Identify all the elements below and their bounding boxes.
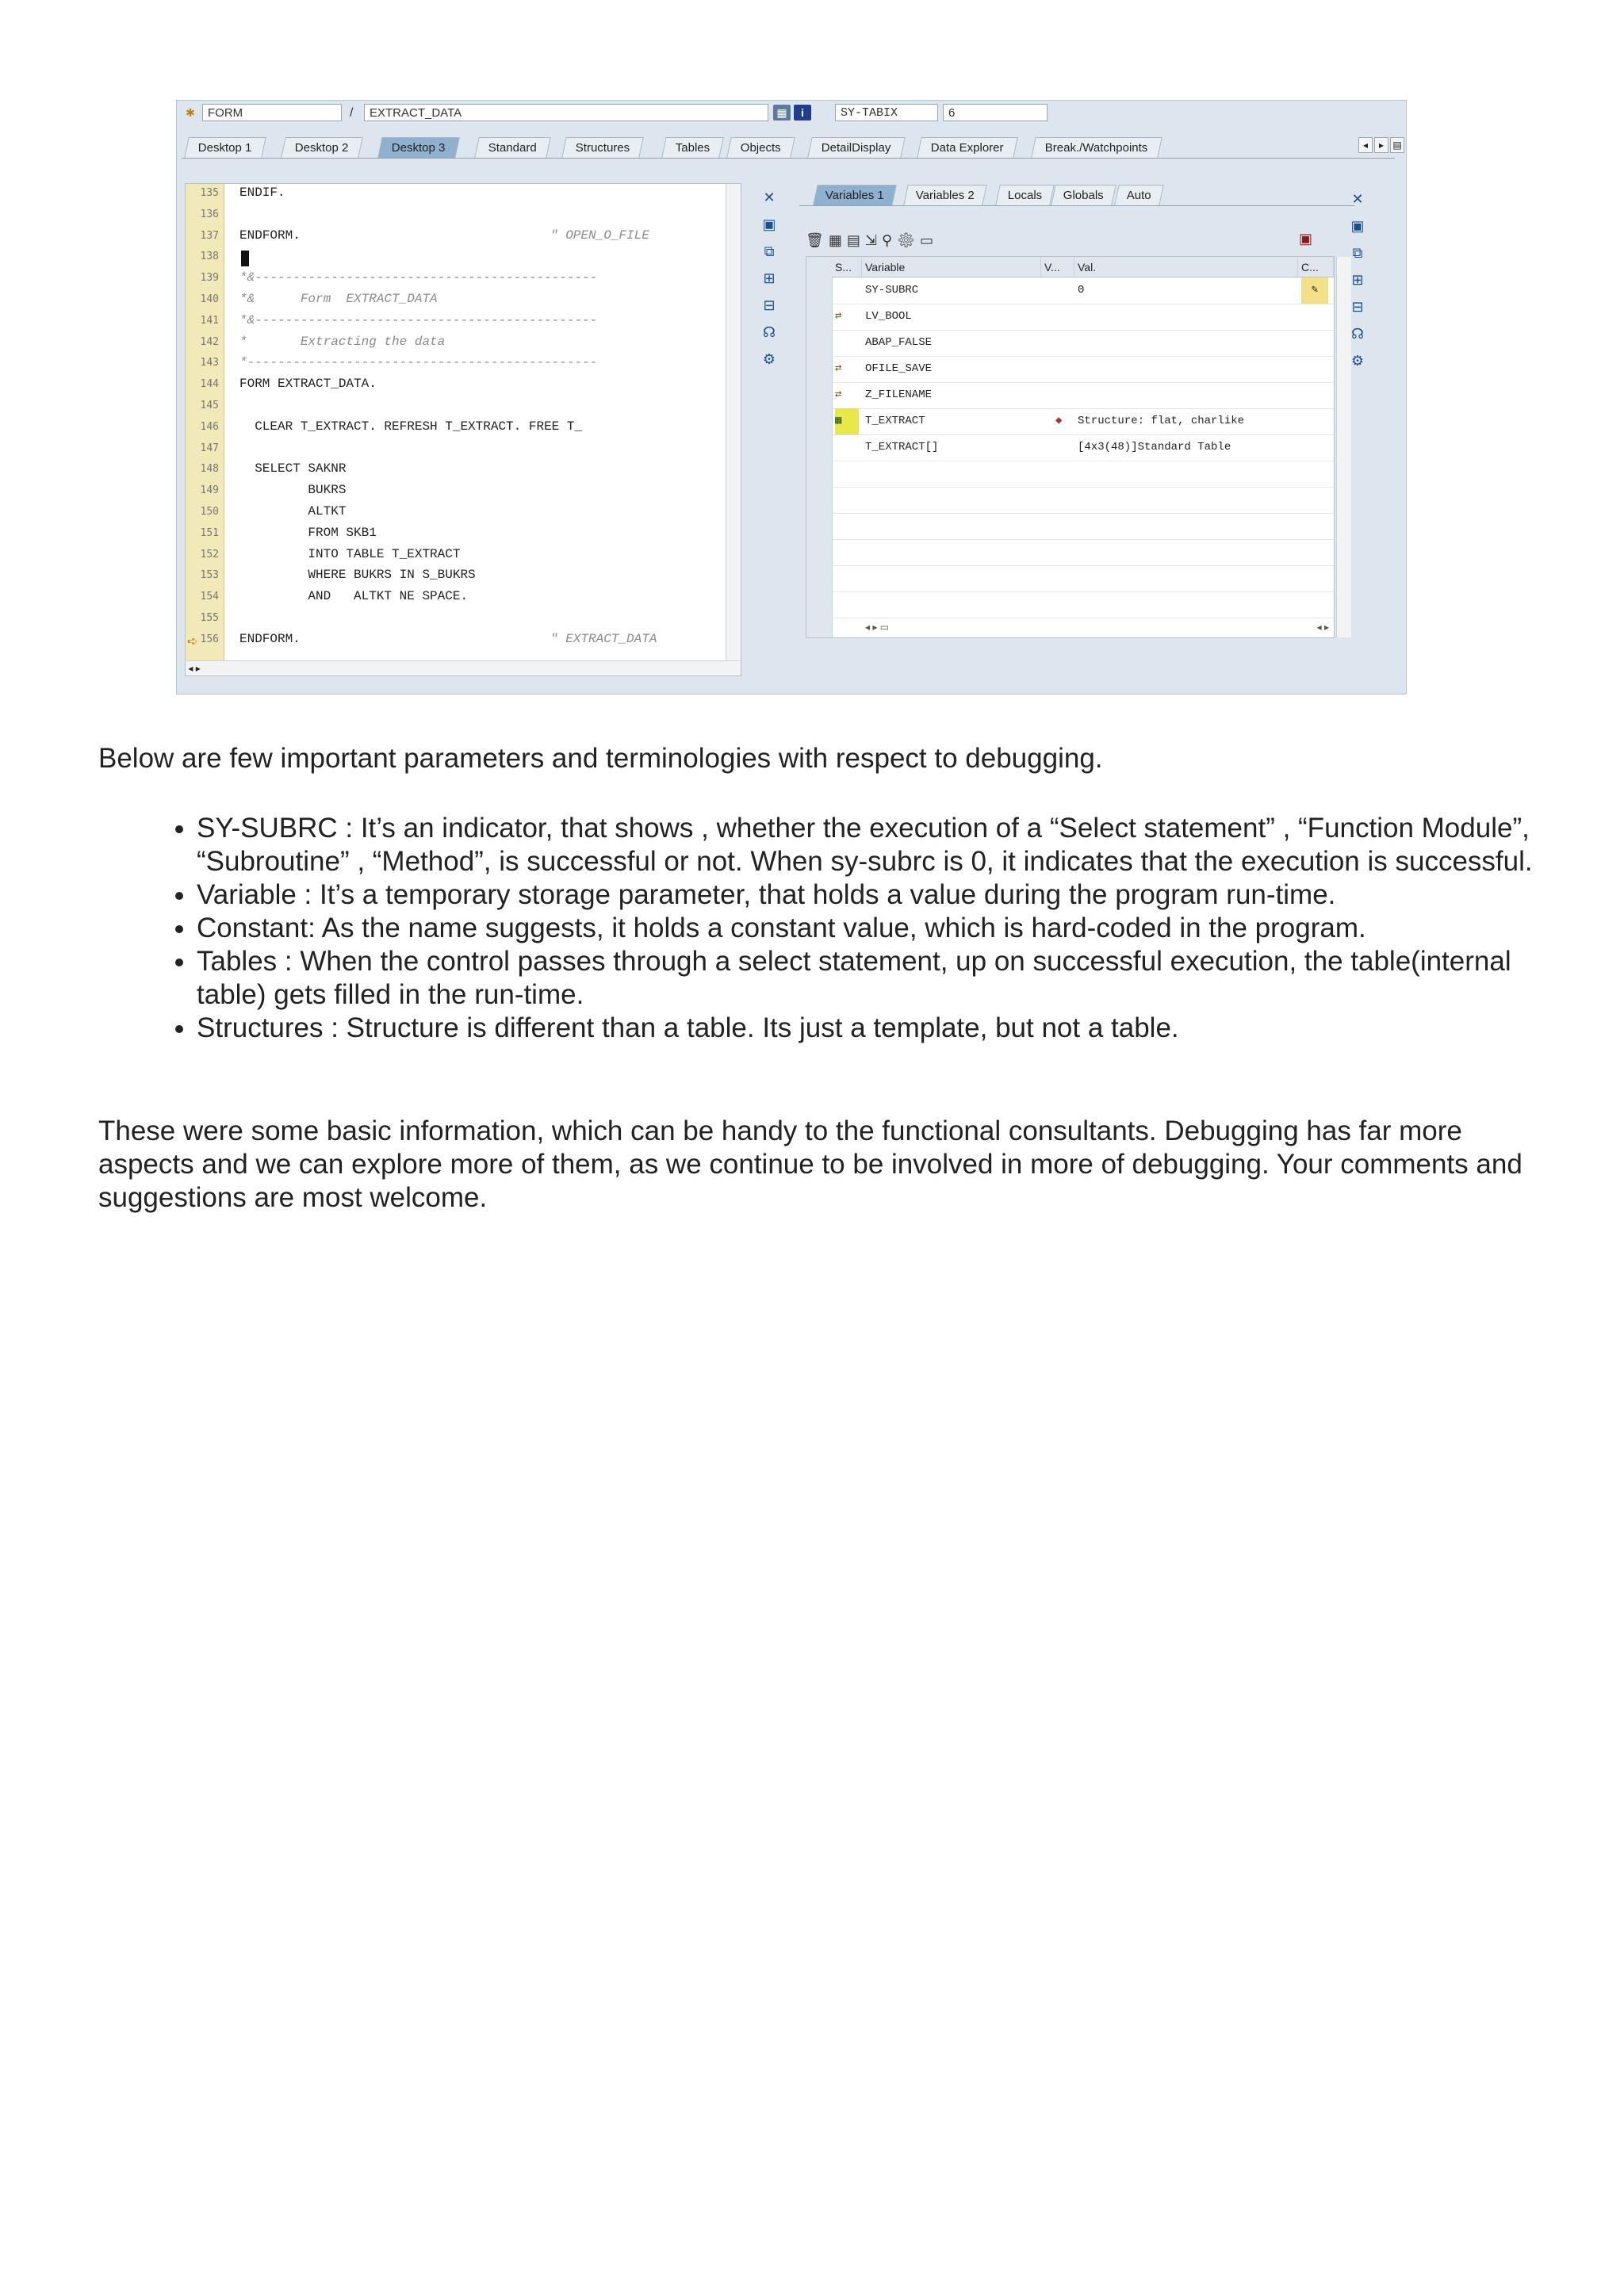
tab-breakpoints[interactable]: Break./Watchpoints [1031,137,1162,158]
list-item: • Constant: As the name suggests, it holds a constant value, which is hard-coded in the program. [197,912,1542,945]
variable-name[interactable]: Z_FILENAME [865,388,933,401]
code-line: WHERE BUKRS IN S_BUKRS [239,568,476,583]
line-number: 143 [200,357,219,369]
new-tool-icon[interactable]: ▣ [762,216,776,232]
tab-locals[interactable]: Locals [995,185,1055,205]
table-row[interactable] [806,277,1334,304]
reference-icon: ⇄ [835,310,842,323]
code-line: *& Form EXTRACT_DATA [239,292,438,306]
grid-h-scroll[interactable]: ◂ ▸ ▭ [865,622,890,633]
variable-value[interactable]: [4x3(48)]Standard Table [1078,441,1231,453]
code-line: *---------------------------------------------- [239,355,598,370]
code-line: *&--------------------------------------------- [239,312,598,327]
line-number: 147 [200,442,219,454]
editor-vertical-scrollbar[interactable] [726,184,741,675]
line-number: 138 [200,251,219,263]
save-icon[interactable]: ▣ [1299,231,1313,247]
line-number: 144 [200,378,219,391]
variable-value[interactable] [1078,330,1297,356]
editor-toolbar [760,189,779,378]
line-number: 139 [200,272,219,285]
row-selector[interactable] [806,277,833,304]
code-line: ENDIF. [239,186,285,200]
variables-side-toolbar [1348,191,1367,380]
variable-value[interactable] [1078,356,1297,382]
code-line: AND ALTKT NE SPACE. [239,589,469,604]
variables-grid [806,256,1335,638]
headset-icon[interactable]: ☊ [763,324,776,340]
row-selector[interactable] [806,591,833,618]
code-line: *&--------------------------------------------- [239,270,598,285]
variable-value[interactable]: Structure: flat, charlike [1078,415,1245,427]
table-type-icon: ▦ [835,408,859,434]
grid2-icon[interactable]: ▤ [846,232,865,248]
reference-icon: ⇄ [835,388,842,401]
terminology-list [98,812,1542,1045]
reference-icon: ⇄ [835,362,842,375]
intro-paragraph: Below are few important parameters and terminologies with respect to debugging. [98,743,1103,774]
table-row[interactable] [806,356,1334,383]
variable-tabs [799,185,1354,206]
table-row[interactable] [806,330,1334,357]
list-item: • Structures : Structure is different than a table. Its just a template, but not a table. [197,1012,1542,1045]
services-var-icon[interactable]: ⚙ [1350,353,1365,369]
table-row[interactable] [806,434,1334,461]
tab-nav-buttons [1357,137,1404,153]
display-icon[interactable]: ▦ [773,105,791,121]
folder-icon[interactable]: ▭ [920,232,939,248]
tab-auto[interactable]: Auto [1114,185,1163,205]
tab-desktop-1[interactable]: Desktop 1 [184,137,266,158]
line-number: 151 [200,526,219,539]
editor-horizontal-scrollbar[interactable]: ◂ ▸ [186,660,741,675]
variable-value[interactable] [1078,304,1297,330]
table-row[interactable] [806,487,1334,514]
tab-right-icon[interactable]: ▸ [1374,137,1388,153]
col-header-status[interactable]: S... [832,257,862,277]
line-number: 149 [200,484,219,497]
find-icon[interactable]: ⚲ [881,232,898,248]
line-number: 156 [200,633,219,645]
swap-tool-icon[interactable]: ⧉ [764,243,775,259]
table-row[interactable] [806,591,1334,618]
source-code-editor[interactable] [185,183,741,676]
code-line: FROM SKB1 [239,525,377,540]
program-name-field[interactable]: EXTRACT_DATA [364,104,768,121]
structure-icon: ◆ [1055,415,1063,427]
cursor-marker [241,251,249,266]
export-icon[interactable]: ⇲ [864,232,882,248]
tab-structures[interactable]: Structures [561,137,644,158]
code-line: INTO TABLE T_EXTRACT [239,546,461,561]
tab-variables-2[interactable]: Variables 2 [903,185,986,205]
table-row[interactable] [806,382,1334,409]
variables-toolbar [806,232,938,249]
table-row[interactable] [806,304,1334,331]
program-icon: ✱ [186,106,195,119]
line-number: 148 [200,463,219,476]
program-type-field[interactable]: FORM [202,104,342,121]
tab-tables[interactable]: Tables [661,137,724,158]
path-separator: / [350,106,354,120]
table-row[interactable] [806,513,1334,540]
row-selector[interactable] [806,382,833,408]
maximize-var-icon[interactable]: ⊞ [1351,272,1364,288]
code-line: ENDFORM. [239,631,301,646]
line-number: 152 [200,548,219,561]
tab-desktop-2[interactable]: Desktop 2 [281,137,362,158]
minimize-icon[interactable]: ⊟ [763,297,776,313]
table-row[interactable] [806,408,1334,435]
list-item: • Variable : It’s a temporary storage parameter, that holds a value during the program run-time. [197,878,1542,912]
row-selector[interactable] [806,304,833,330]
list-item: • SY-SUBRC : It’s an indicator, that shows , whether the execution of a “Select statement” , “Function Module”, “Subroutine” , “Method”, is successful or not. When sy-subrc is 0, it indicates that the execution is successful. [197,812,1542,878]
line-number: 142 [200,335,219,348]
maximize-icon[interactable]: ⊞ [763,270,776,286]
line-number: 141 [200,314,219,327]
line-number: 150 [200,506,219,518]
variable-name[interactable]: OFILE_SAVE [865,362,933,375]
tab-detaildisplay[interactable]: DetailDisplay [807,137,905,158]
info-icon[interactable]: i [794,105,811,121]
row-selector[interactable] [806,487,833,513]
close-var-icon[interactable]: ✕ [1351,191,1364,207]
row-selector[interactable] [806,408,833,434]
table-row[interactable] [806,461,1334,488]
minimize-var-icon[interactable]: ⊟ [1351,299,1364,315]
line-number: 145 [200,400,219,411]
grid-icon[interactable]: ▦ [828,232,847,248]
line-number: 136 [200,208,219,220]
col-header-change[interactable]: C... [1298,257,1334,277]
row-selector[interactable] [806,513,833,539]
line-number: 137 [200,229,219,242]
tab-list-icon[interactable]: ▤ [1390,137,1404,153]
variable-name[interactable]: LV_BOOL [865,310,912,323]
variable-name[interactable]: SY-SUBRC [865,284,919,297]
code-line: ENDFORM. [239,228,301,243]
code-line: BUKRS [239,483,347,498]
variable-name[interactable]: T_EXTRACT [865,415,925,427]
line-number: 146 [200,420,219,433]
settings-icon[interactable]: ⚙ [897,232,921,248]
tab-data-explorer[interactable]: Data Explorer [917,137,1017,158]
variable-value-field[interactable]: 6 [943,104,1048,121]
delete-icon[interactable]: 🗑 [806,232,829,248]
code-comment: " OPEN_O_FILE [550,228,649,243]
swap-var-tool-icon[interactable]: ⧉ [1352,245,1363,261]
table-row[interactable] [806,565,1334,592]
tab-globals[interactable]: Globals [1051,185,1116,205]
tab-standard[interactable]: Standard [474,137,550,158]
grid-h-scroll-right[interactable]: ◂ ▸ [1316,622,1329,633]
variable-name[interactable]: T_EXTRACT[] [865,441,939,453]
code-line: FORM EXTRACT_DATA. [239,377,377,392]
line-number: 153 [200,569,219,582]
variable-name[interactable]: ABAP_FALSE [865,336,933,349]
line-number: 140 [200,293,219,305]
code-line: ALTKT [239,504,347,519]
col-header-value[interactable]: Val. [1074,257,1298,277]
execution-pointer-icon: ➪ [187,634,198,649]
code-comment: " EXTRACT_DATA [550,631,657,646]
debugger-screenshot [176,100,1407,695]
line-number: 155 [200,612,219,624]
debugger-top-row [177,102,1406,123]
row-selector[interactable] [806,539,833,565]
code-line: * Extracting the data [239,334,446,349]
new-var-tool-icon[interactable]: ▣ [1350,218,1365,234]
table-row[interactable] [806,539,1334,566]
tab-variables-1[interactable]: Variables 1 [813,185,896,205]
variable-value[interactable] [1078,382,1297,408]
row-selector[interactable] [806,565,833,591]
line-number: 154 [200,591,219,603]
variable-value[interactable]: 0 [1078,284,1085,297]
variables-pane [799,185,1402,692]
close-icon[interactable]: ✕ [763,189,776,205]
row-selector[interactable] [806,434,833,461]
row-selector[interactable] [806,461,833,487]
tab-objects[interactable]: Objects [726,137,795,158]
col-header-v[interactable]: V... [1041,257,1074,277]
variable-name-field[interactable]: SY-TABIX [835,104,938,121]
list-item: • Tables : When the control passes through a select statement, up on successful execution, the table(internal table) gets filled in the run-time. [197,945,1542,1012]
line-number: 135 [200,187,219,199]
code-line: CLEAR T_EXTRACT. REFRESH T_EXTRACT. FREE T_ [239,419,583,434]
row-selector[interactable] [806,330,833,356]
desktop-tabs [182,134,1395,159]
headset-var-icon[interactable]: ☊ [1351,326,1364,342]
closing-paragraph: These were some basic information, which can be handy to the functional consultants. Debugging has far more aspects and we can explore more of them, as we continue to be involved in more of debugging. Your comments and suggestions are most welcome. [98,1115,1522,1213]
tab-left-icon[interactable]: ◂ [1358,137,1373,153]
tab-desktop-3[interactable]: Desktop 3 [377,137,459,158]
row-selector[interactable] [806,356,833,382]
services-icon[interactable]: ⚙ [762,351,776,367]
edit-value-icon[interactable]: ✎ [1301,277,1328,304]
code-line: SELECT SAKNR [239,461,347,476]
col-header-variable[interactable]: Variable [862,257,1041,277]
